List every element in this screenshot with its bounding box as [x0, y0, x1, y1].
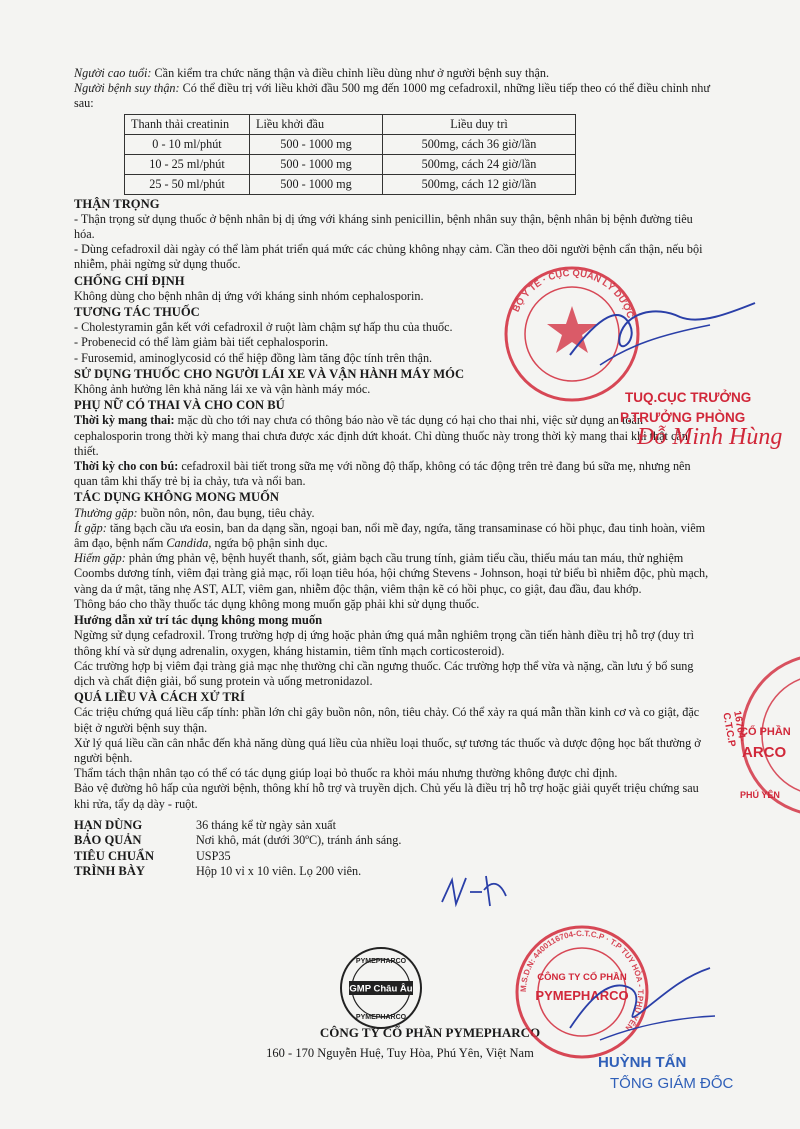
rare-text: phản ứng phản vệ, bệnh huyết thanh, sốt, giảm bạch cầu trung tính, giảm tiểu cầu, thiếu máu tan máu, thử nghiệm Coombs dương tính, viêm đại tràng giả mạc, rối loạn tiêu hóa, hội chứng Stevens - Johnson, hoại tử biểu bì nhiễm độc, phù mạch, vàng da ứ mật, tăng nhẹ AST, ALT, viêm gan, nhiễm độc thận, viêm thận kẽ có hồi phục, co giật, đau đầu, đau khớp.: [74, 551, 709, 596]
caution-item: - Thận trọng sử dụng thuốc ở bệnh nhân bị dị ứng với kháng sinh penicillin, bệnh nhân suy thận, bệnh nhân bị bệnh đường tiêu hóa.: [74, 211, 693, 242]
logo-bottom-text: PYMEPHARCO: [355, 1014, 407, 1021]
gmp-logo-icon: [337, 944, 425, 1032]
table-cell: 0 - 10 ml/phút: [125, 134, 250, 154]
section-heading: TÁC DỤNG KHÔNG MONG MUỐN: [74, 490, 279, 505]
edge-stamp-text4: PHÚ YÊN: [740, 790, 780, 800]
section-heading: PHỤ NỮ CÓ THAI VÀ CHO CON BÚ: [74, 398, 285, 413]
logo-top-text: PYMEPHARCO: [355, 958, 407, 965]
table-cell: 500 - 1000 mg: [250, 134, 383, 154]
moh-signature-name: Đỗ Minh Hùng: [637, 424, 783, 450]
table-header: Liều duy trì: [383, 114, 576, 134]
spec-row: [74, 864, 714, 880]
table-header-row: [125, 114, 576, 134]
pregnancy-label: Thời kỳ mang thai:: [74, 413, 175, 428]
signer-title: TỔNG GIÁM ĐỐC: [610, 1075, 734, 1092]
edge-stamp-text2: CỔ PHẦN: [740, 726, 791, 738]
pregnancy-paragraph: [74, 413, 714, 459]
spec-label: TIÊU CHUẨN: [74, 848, 155, 863]
company-stamp-line1: CÔNG TY CỔ PHẦN: [537, 972, 627, 983]
candida-text: Candida: [166, 536, 209, 551]
company-stamp-ring-text: M.S.D.N: 4400116704-C.T.C.P · T.P TUY HÒA - T.PHÚ YÊN: [518, 928, 646, 1033]
section-heading: CHỐNG CHỈ ĐỊNH: [74, 273, 185, 288]
table-row: [125, 134, 576, 154]
section-heading: THẬN TRỌNG: [74, 196, 160, 211]
table-cell: 500 - 1000 mg: [250, 174, 383, 194]
leaflet-content: [74, 66, 714, 880]
company-address: 160 - 170 Nguyễn Huệ, Tuy Hòa, Phú Yên, Việt Nam: [266, 1046, 534, 1060]
table-cell: 500mg, cách 12 giờ/lần: [383, 174, 576, 194]
pregnancy-text: mặc dù cho tới nay chưa có thông báo nào về tác dụng có hại cho thai nhi, việc sử dụng an toàn cephalosporin trong thời kỳ mang thai chưa được xác định dứt khoát. Chỉ dùng thuốc này trong thời kỳ mang thai khi thật cần thiết.: [74, 413, 688, 458]
interaction-item: - Cholestyramin gắn kết với cefadroxil ở ruột làm chậm sự hấp thu của thuốc.: [74, 320, 453, 335]
company-name: CÔNG TY CỔ PHẦN PYMEPHARCO: [319, 1025, 541, 1040]
notify-text: Thông báo cho thầy thuốc tác dụng không mong muốn gặp phải khi sử dụng thuốc.: [74, 596, 480, 611]
table-cell: 500 - 1000 mg: [250, 154, 383, 174]
section-heading: SỬ DỤNG THUỐC CHO NGƯỜI LÁI XE VÀ VẬN HÀNH MÁY MÓC: [74, 366, 465, 381]
spec-row: [74, 849, 714, 865]
spec-label: BẢO QUẢN: [74, 833, 142, 848]
spec-row: [74, 833, 714, 849]
overdose-item: Các triệu chứng quá liều cấp tính: phần lớn chỉ gây buồn nôn, nôn, tiêu chảy. Có thể xảy ra quá mẫn thần kinh cơ và co giật, đặc biệt ở người bệnh suy thận.: [74, 705, 700, 735]
spec-label: HẠN DÙNG: [74, 817, 143, 832]
table-cell: 25 - 50 ml/phút: [125, 174, 250, 194]
uncommon-end: , ngứa bộ phận sinh dục.: [208, 536, 328, 551]
spec-value: 36 tháng kể từ ngày sản xuất: [196, 817, 336, 832]
spec-block: [74, 818, 714, 880]
dose-table: [124, 114, 576, 195]
table-row: [125, 174, 576, 194]
table-cell: 10 - 25 ml/phút: [125, 154, 250, 174]
overdose-item: Thẩm tách thận nhân tạo có thể có tác dụng giúp loại bỏ thuốc ra khỏi máu nhưng thường không được chỉ định.: [74, 766, 618, 781]
edge-stamp-text3: ARCO: [742, 744, 787, 761]
caution-item: - Dùng cefadroxil dài ngày có thể làm phát triển quá mức các chủng không nhạy cảm. Cần theo dõi người bệnh cẩn thận, nếu bội nhiễm, phải ngừng sử dụng thuốc.: [74, 242, 703, 272]
elderly-text: Cần kiểm tra chức năng thận và điều chỉnh liều dùng như ở người bệnh suy thận.: [151, 66, 550, 80]
overdose-item: Bảo vệ đường hô hấp của người bệnh, thông khí hỗ trợ và truyền dịch. Chủ yếu là điều trị hỗ trợ hoặc giải quyết triệu chứng sau khi rửa, tẩy dạ dày - ruột.: [74, 781, 699, 811]
rare-label: Hiếm gặp:: [74, 551, 126, 566]
uncommon-label: Ít gặp:: [74, 520, 107, 535]
initials-icon: [440, 872, 510, 912]
table-cell: 500mg, cách 36 giờ/lần: [383, 134, 576, 154]
logo-center-text: GMP Châu Âu: [349, 983, 413, 995]
subsection-heading: Hướng dẫn xử trí tác dụng không mong muốn: [74, 613, 323, 628]
overdose-item: Xử lý quá liều cần cân nhắc đến khả năng dùng quá liều của nhiều loại thuốc, sự tương tác thuốc và dược động học bất thường ở người bệnh.: [74, 735, 701, 765]
section-heading: TƯƠNG TÁC THUỐC: [74, 305, 200, 320]
common-label: Thường gặp:: [74, 505, 138, 520]
elderly-label: Người cao tuổi:: [74, 66, 152, 80]
driving-text: Không ảnh hưởng lên khả năng lái xe và vận hành máy móc.: [74, 382, 371, 397]
renal-text: Có thể điều trị với liều khởi đầu 500 mg đến 1000 mg cefadroxil, những liều tiếp theo có thể điều chỉnh như sau:: [74, 81, 711, 111]
interaction-item: - Probenecid có thể làm giảm bài tiết cephalosporin.: [74, 335, 329, 350]
lactation-label: Thời kỳ cho con bú:: [74, 459, 179, 474]
spec-value: Hộp 10 vỉ x 10 viên. Lọ 200 viên.: [196, 864, 362, 879]
common-text: buồn nôn, nôn, đau bụng, tiêu chảy.: [137, 505, 315, 520]
lactation-paragraph: [74, 459, 714, 489]
lactation-text: cefadroxil bài tiết trong sữa mẹ với nồng độ thấp, không có tác động trên trẻ đang bú sữa mẹ, nhưng nên quan tâm khi thấy trẻ bị ỉa chảy, tưa và nổi ban.: [74, 459, 691, 489]
edge-stamp-text1: 16704-C.T.C.P: [720, 710, 748, 748]
moh-line2: P.TRƯỞNG PHÒNG: [620, 410, 746, 425]
spec-row: [74, 818, 714, 834]
uncommon-text: tăng bạch cầu ưa eosin, ban da dạng sần, ngoại ban, nổi mề đay, ngứa, tăng transaminase có hồi phục, đau tinh hoàn, viêm âm đạo, bệnh nấm: [74, 520, 706, 551]
uncommon-paragraph: [74, 521, 714, 551]
moh-line1: TUQ.CỤC TRƯỞNG: [625, 390, 752, 405]
company-stamp-line2: PYMEPHARCO: [535, 988, 629, 1003]
signature-icon: [560, 295, 760, 375]
common-paragraph: [74, 506, 714, 521]
signer-name: HUỲNH TẤN: [598, 1054, 687, 1071]
elderly-paragraph: [74, 66, 714, 81]
guide-item: Các trường hợp bị viêm đại tràng giả mạc nhẹ thường chỉ cần ngưng thuốc. Các trường hợp thể vừa và nặng, cần lưu ý bổ sung dịch và chất điện giải, bổ sung protein và uống metronidazol.: [74, 658, 694, 688]
table-row: [125, 154, 576, 174]
spec-value: USP35: [196, 848, 231, 863]
table-header: Thanh thải creatinin: [125, 114, 250, 134]
section-heading: QUÁ LIỀU VÀ CÁCH XỬ TRÍ: [74, 690, 245, 705]
guide-item: Ngừng sử dụng cefadroxil. Trong trường hợp dị ứng hoặc phản ứng quá mẫn nghiêm trọng cần tiến hành điều trị hỗ trợ (duy trì thông khí và sử dụng adrenalin, oxygen, kháng histamin, tiêm tĩnh mạch corticosteroid).: [74, 628, 694, 658]
table-cell: 500mg, cách 24 giờ/lần: [383, 154, 576, 174]
interaction-item: - Furosemid, aminoglycosid có thể hiệp đồng làm tăng độc tính trên thận.: [74, 350, 433, 365]
spec-label: TRÌNH BÀY: [74, 864, 146, 879]
company-signature-icon: [560, 958, 720, 1048]
contra-item: Không dùng cho bệnh nhân dị ứng với kháng sinh nhóm cephalosporin.: [74, 288, 424, 303]
renal-label: Người bệnh suy thận:: [74, 81, 180, 96]
moh-stamp-ring-text: BỘ Y TẾ · CỤC QUẢN LÝ DƯỢC: [510, 267, 636, 320]
table-header: Liều khởi đầu: [250, 114, 383, 134]
renal-paragraph: [74, 81, 714, 111]
spec-value: Nơi khô, mát (dưới 30ºC), tránh ánh sáng.: [196, 833, 402, 848]
rare-paragraph: [74, 551, 714, 597]
